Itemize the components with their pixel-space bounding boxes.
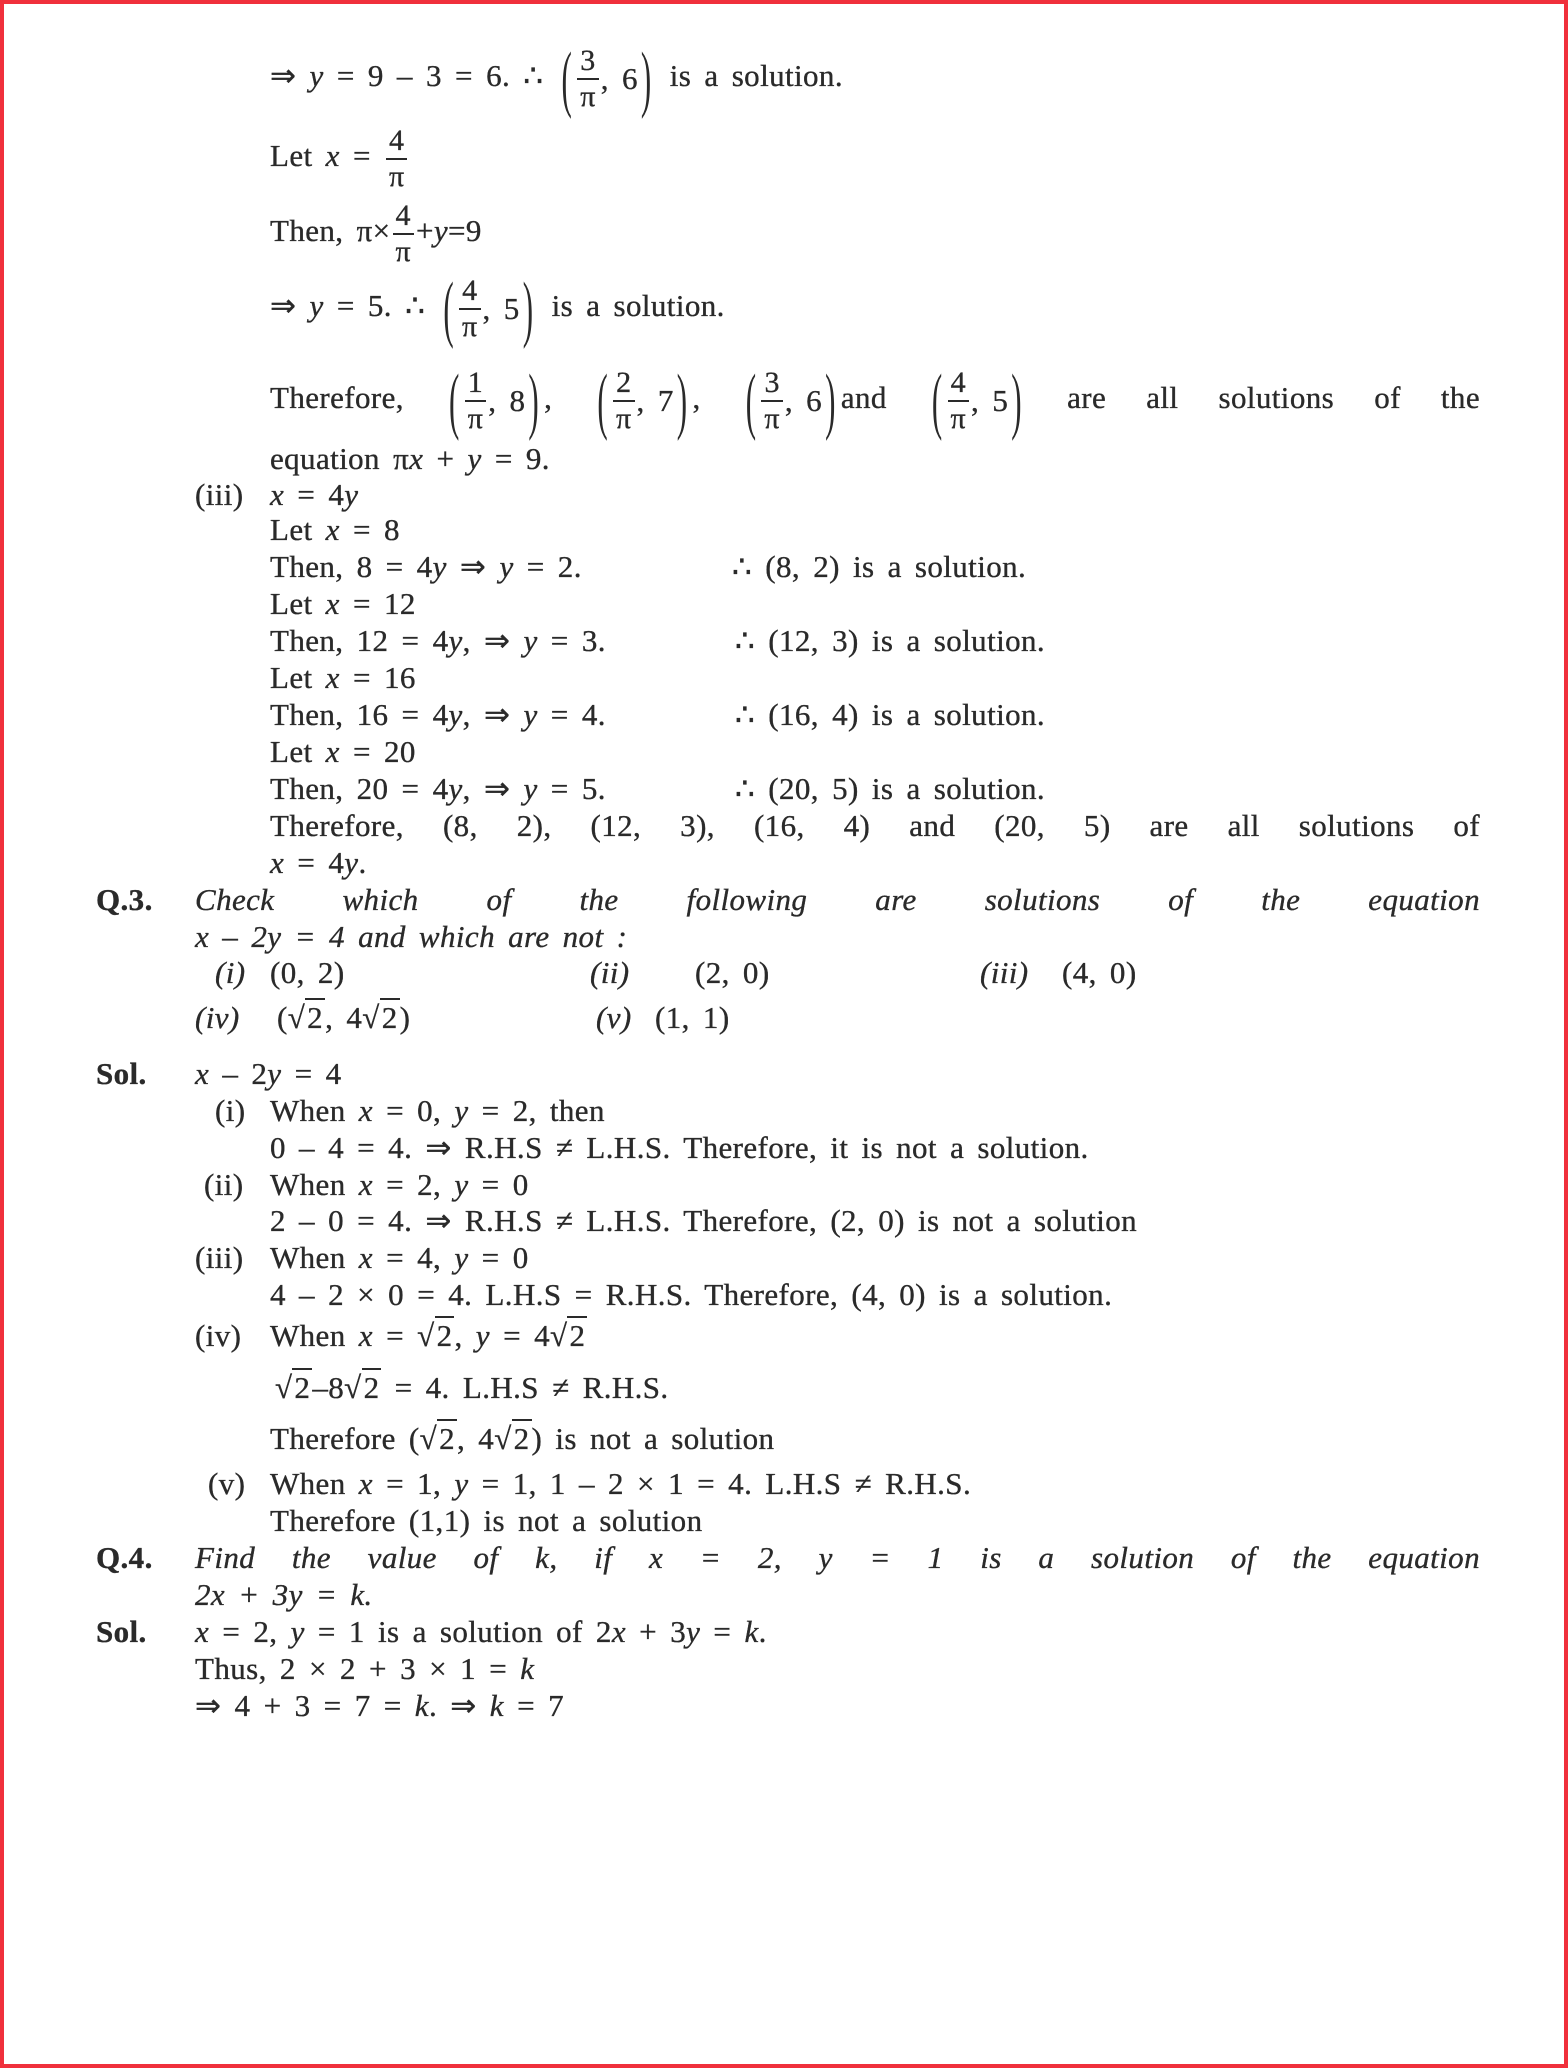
text-run: . bbox=[758, 1614, 767, 1649]
math-variable: x bbox=[270, 477, 285, 512]
math-variable: y bbox=[454, 1093, 469, 1128]
text-line bbox=[195, 1686, 564, 1726]
text-run: = 20 bbox=[339, 734, 416, 769]
right-paren: ) bbox=[640, 35, 652, 120]
question-text bbox=[195, 1575, 373, 1615]
text-run: =9 bbox=[448, 213, 482, 248]
text-run: 0 – 4 = 4. ⇒ R.H.S ≠ L.H.S. Therefore, it is not a solution. bbox=[270, 1130, 1089, 1165]
text-line bbox=[270, 658, 416, 698]
text-run: ⇒ bbox=[270, 58, 310, 93]
math-variable: x bbox=[358, 1466, 373, 1501]
numerator: 3 bbox=[577, 44, 598, 80]
radical-icon: √ bbox=[287, 1000, 306, 1035]
math-variable: x bbox=[409, 441, 424, 476]
square-root bbox=[344, 1368, 381, 1405]
text-run: , ⇒ bbox=[462, 697, 524, 732]
left-paren: ( bbox=[745, 357, 757, 442]
solution-label: Sol. bbox=[96, 1614, 147, 1649]
math-variable: y bbox=[309, 288, 324, 323]
text-line bbox=[270, 1464, 971, 1504]
text-run: = 1 is a solution of 2 bbox=[304, 1614, 612, 1649]
part-label: (v) bbox=[208, 1466, 246, 1501]
numerator: 2 bbox=[613, 366, 634, 402]
denominator: π bbox=[395, 234, 411, 268]
ordered-pair bbox=[440, 265, 536, 350]
text-line bbox=[195, 1054, 342, 1094]
option-value: (4, 0) bbox=[1062, 955, 1137, 990]
numerator: 3 bbox=[761, 366, 782, 402]
part-label: (iv) bbox=[195, 1318, 242, 1353]
math-variable: x bbox=[325, 512, 340, 547]
text-run: ∴ (12, 3) is a solution. bbox=[735, 623, 1046, 658]
ordered-pair bbox=[446, 357, 542, 442]
math-variable: y bbox=[454, 1240, 469, 1275]
text-run: = 1, 1 – 2 × 1 = 4. L.H.S ≠ R.H.S. bbox=[468, 1466, 972, 1501]
text-run: 2 – 0 = 4. ⇒ R.H.S ≠ L.H.S. Therefore, (2, 0) is not a solution bbox=[270, 1203, 1138, 1238]
math-variable: y bbox=[344, 477, 359, 512]
text-run: Check which of the following are solutions of the equation bbox=[195, 882, 1480, 917]
text-line bbox=[275, 1368, 669, 1408]
denominator: π bbox=[580, 79, 596, 113]
text-run: , 6 bbox=[784, 382, 823, 418]
text-run: Let bbox=[270, 586, 326, 621]
math-variable: y bbox=[448, 771, 463, 806]
math-variable: x bbox=[358, 1318, 373, 1353]
text-run: are all solutions of the bbox=[1026, 380, 1480, 415]
text-run: –8 bbox=[312, 1370, 345, 1405]
text-line bbox=[270, 1091, 605, 1131]
text-run: Therefore, (8, 2), (12, 3), (16, 4) and (20, 5) are all solutions of bbox=[270, 808, 1480, 843]
text-run: , 8 bbox=[488, 382, 526, 418]
option-label: (iii) bbox=[980, 955, 1029, 990]
radical-icon: √ bbox=[417, 1318, 435, 1353]
text-run: Therefore (1,1) is not a solution bbox=[270, 1503, 703, 1538]
radical-icon: √ bbox=[344, 1370, 362, 1405]
text-run: Let bbox=[270, 512, 326, 547]
text-run: ∴ (20, 5) is a solution. bbox=[735, 771, 1046, 806]
text-run: ) is not a solution bbox=[531, 1421, 775, 1456]
square-root bbox=[550, 1316, 587, 1353]
text-run: , bbox=[544, 380, 593, 415]
text-run: = 4 bbox=[284, 477, 345, 512]
text-run: Then, 8 = 4 bbox=[270, 549, 433, 584]
math-variable: y bbox=[467, 441, 482, 476]
math-variable: y bbox=[448, 623, 463, 658]
math-variable: x bbox=[358, 1240, 373, 1275]
text-run: = 4. L.H.S ≠ R.H.S. bbox=[381, 1370, 669, 1405]
text-run: = bbox=[339, 138, 385, 173]
denominator: π bbox=[616, 401, 632, 435]
text-line bbox=[270, 35, 843, 120]
option-label: (i) bbox=[215, 955, 246, 990]
text-run: , 5 bbox=[971, 382, 1009, 418]
text-run: When bbox=[270, 1318, 359, 1353]
text-line bbox=[270, 1275, 1112, 1315]
question-text bbox=[195, 880, 1480, 920]
question-label: Q.3. bbox=[96, 882, 153, 917]
left-paren: ( bbox=[449, 357, 460, 442]
ordered-pair bbox=[743, 357, 839, 442]
text-run: + bbox=[423, 441, 468, 476]
option-value: (2, 0) bbox=[695, 955, 770, 990]
math-variable: y bbox=[523, 697, 538, 732]
square-root bbox=[362, 998, 399, 1035]
math-variable: x bbox=[270, 845, 285, 880]
fraction bbox=[386, 124, 407, 194]
denominator: π bbox=[950, 401, 967, 435]
text-run: = 4, bbox=[372, 1240, 455, 1275]
text-run: equation π bbox=[270, 441, 410, 476]
text-line bbox=[270, 584, 416, 624]
text-run: Let bbox=[270, 660, 326, 695]
text-run: = 4 bbox=[281, 1056, 342, 1091]
text-run: , 5 bbox=[482, 290, 520, 326]
radical-icon: √ bbox=[550, 1318, 568, 1353]
math-variable: k bbox=[489, 1688, 504, 1723]
text-line bbox=[270, 357, 1480, 442]
question-text bbox=[195, 1538, 1480, 1578]
left-paren: ( bbox=[931, 357, 943, 442]
math-variable: y bbox=[686, 1614, 701, 1649]
text-line bbox=[270, 695, 606, 735]
math-variable: x bbox=[325, 660, 340, 695]
radicand: 2 bbox=[569, 1318, 586, 1353]
text-run: = 3. bbox=[537, 623, 606, 658]
numerator: 1 bbox=[465, 366, 486, 402]
denominator: π bbox=[462, 309, 478, 343]
left-paren: ( bbox=[443, 265, 455, 350]
text-run: Let bbox=[270, 734, 326, 769]
text-run: + 3 bbox=[626, 1614, 687, 1649]
text-run: When bbox=[270, 1167, 359, 1202]
text-line bbox=[270, 475, 358, 515]
square-root bbox=[275, 1368, 312, 1405]
text-run: = 2, then bbox=[468, 1093, 605, 1128]
fraction bbox=[577, 44, 598, 114]
option-value: (0, 2) bbox=[270, 955, 345, 990]
right-paren: ) bbox=[676, 357, 688, 442]
math-variable: y bbox=[290, 1614, 305, 1649]
text-run: . bbox=[358, 845, 367, 880]
square-root bbox=[420, 1419, 457, 1456]
text-run: Then, π× bbox=[270, 213, 391, 248]
text-line bbox=[270, 265, 725, 350]
text-run: Let bbox=[270, 138, 326, 173]
math-variable: x bbox=[325, 734, 340, 769]
text-run: ∴ (8, 2) is a solution. bbox=[732, 549, 1027, 584]
text-line bbox=[270, 1165, 529, 1205]
text-run: = 0 bbox=[468, 1167, 529, 1202]
text-line bbox=[270, 769, 606, 809]
right-paren: ) bbox=[825, 357, 836, 442]
text-run: 2x + 3y = k. bbox=[195, 1577, 373, 1612]
part-label: (iii) bbox=[195, 477, 244, 512]
numerator: 4 bbox=[386, 124, 407, 160]
text-line bbox=[195, 1649, 534, 1689]
math-variable: y bbox=[523, 771, 538, 806]
radical-icon: √ bbox=[362, 1000, 380, 1035]
text-run: = 0 bbox=[468, 1240, 529, 1275]
math-variable: k bbox=[520, 1651, 535, 1686]
text-run: x – 2y = 4 and which are not : bbox=[195, 919, 628, 954]
part-label: (ii) bbox=[204, 1167, 244, 1202]
text-run: = 2, bbox=[372, 1167, 455, 1202]
square-root bbox=[417, 1316, 454, 1353]
text-run: + bbox=[415, 213, 434, 248]
text-line bbox=[270, 621, 606, 661]
radicand: 2 bbox=[513, 1421, 530, 1456]
text-line bbox=[270, 1501, 702, 1541]
text-line bbox=[270, 510, 400, 550]
option-label: (iv) bbox=[195, 1000, 240, 1035]
text-run: Then, 20 = 4 bbox=[270, 771, 449, 806]
solution-label: Sol. bbox=[96, 1056, 147, 1091]
text-run: = 4 bbox=[284, 845, 345, 880]
right-paren: ) bbox=[522, 265, 534, 350]
text-run: Find the value of k, if x = 2, y = 1 is a solution of the equation bbox=[195, 1540, 1480, 1575]
text-run: Therefore ( bbox=[270, 1421, 420, 1456]
math-variable: x bbox=[611, 1614, 627, 1649]
text-run: is a solution. bbox=[656, 58, 843, 93]
text-run: = 5. bbox=[537, 771, 606, 806]
option-value: (1, 1) bbox=[655, 1000, 730, 1035]
math-variable: x bbox=[325, 586, 340, 621]
text-run: Therefore, bbox=[270, 380, 445, 415]
text-run: ⇒ bbox=[270, 288, 310, 323]
math-variable: y bbox=[499, 549, 514, 584]
text-line bbox=[270, 843, 367, 883]
math-variable: x bbox=[195, 1056, 210, 1091]
radicand: 2 bbox=[381, 1000, 398, 1035]
denominator: π bbox=[467, 401, 484, 435]
text-run: , 4 bbox=[325, 1000, 363, 1035]
ordered-pair bbox=[594, 357, 690, 442]
text-line bbox=[270, 123, 409, 193]
text-run: is a solution. bbox=[538, 288, 725, 323]
text-run: = 4 bbox=[489, 1318, 551, 1353]
text-run: = 16 bbox=[339, 660, 416, 695]
numerator: 4 bbox=[948, 366, 969, 402]
text-line bbox=[732, 547, 1026, 587]
option-value bbox=[277, 998, 410, 1038]
text-line bbox=[270, 732, 416, 772]
text-line bbox=[270, 1316, 587, 1356]
text-run: ⇒ bbox=[446, 549, 500, 584]
math-variable: x bbox=[195, 1614, 210, 1649]
fraction bbox=[948, 366, 969, 436]
text-run: = 7 bbox=[503, 1688, 565, 1723]
numerator: 4 bbox=[393, 199, 414, 235]
left-paren: ( bbox=[561, 35, 573, 120]
text-run: Then, 12 = 4 bbox=[270, 623, 449, 658]
radicand: 2 bbox=[436, 1318, 453, 1353]
text-run: = 4. bbox=[537, 697, 606, 732]
radical-icon: √ bbox=[419, 1421, 438, 1456]
radical-icon: √ bbox=[275, 1370, 293, 1405]
text-run: – 2 bbox=[209, 1056, 268, 1091]
math-variable: y bbox=[454, 1167, 469, 1202]
part-label: (iii) bbox=[195, 1240, 244, 1275]
text-line bbox=[735, 621, 1045, 661]
math-variable: k bbox=[744, 1614, 759, 1649]
text-run: = 8 bbox=[339, 512, 400, 547]
fraction bbox=[459, 274, 480, 344]
text-run: ( bbox=[277, 1000, 288, 1035]
denominator: π bbox=[388, 159, 405, 193]
text-run: = bbox=[700, 1614, 745, 1649]
radical-icon: √ bbox=[494, 1421, 512, 1456]
left-paren: ( bbox=[597, 357, 609, 442]
text-run: When bbox=[270, 1093, 359, 1128]
text-line bbox=[735, 769, 1045, 809]
text-line bbox=[195, 1612, 767, 1652]
math-variable: x bbox=[358, 1093, 373, 1128]
text-run: , bbox=[454, 1318, 476, 1353]
text-run: = 1, bbox=[372, 1466, 455, 1501]
text-run: = 9. bbox=[481, 441, 550, 476]
math-variable: y bbox=[448, 697, 463, 732]
text-line bbox=[735, 695, 1045, 735]
square-root bbox=[288, 998, 325, 1035]
text-run: = bbox=[372, 1318, 418, 1353]
text-run: , ⇒ bbox=[462, 623, 524, 658]
question-label: Q.4. bbox=[96, 1540, 153, 1575]
fraction bbox=[393, 199, 414, 269]
math-variable: y bbox=[523, 623, 538, 658]
ordered-pair bbox=[929, 357, 1025, 442]
option-label: (v) bbox=[596, 1000, 632, 1035]
numerator: 4 bbox=[459, 274, 480, 310]
text-run: , ⇒ bbox=[462, 771, 524, 806]
radicand: 2 bbox=[294, 1370, 311, 1405]
text-run: = 5. ∴ bbox=[323, 288, 439, 323]
text-run: Then, 16 = 4 bbox=[270, 697, 449, 732]
text-run: and bbox=[840, 380, 927, 415]
text-run: ) bbox=[399, 1000, 411, 1035]
text-run: = 2, bbox=[209, 1614, 291, 1649]
text-run: = 0, bbox=[372, 1093, 455, 1128]
fraction bbox=[761, 366, 782, 436]
text-run: . ⇒ bbox=[428, 1688, 490, 1723]
text-line bbox=[270, 198, 482, 268]
math-variable: y bbox=[309, 58, 324, 93]
right-paren: ) bbox=[1011, 357, 1022, 442]
fraction bbox=[613, 366, 634, 436]
text-run: , 7 bbox=[636, 382, 674, 418]
text-line bbox=[270, 806, 1480, 846]
ordered-pair bbox=[559, 35, 655, 120]
square-root bbox=[494, 1419, 531, 1456]
math-variable: y bbox=[267, 1056, 282, 1091]
radicand: 2 bbox=[439, 1421, 455, 1456]
text-run: = 2. bbox=[513, 549, 582, 584]
option-label: (ii) bbox=[590, 955, 630, 990]
math-variable: y bbox=[344, 845, 359, 880]
text-line bbox=[270, 1128, 1089, 1168]
text-run: , 6 bbox=[600, 60, 638, 96]
text-line bbox=[270, 1201, 1137, 1241]
fraction bbox=[465, 366, 486, 436]
text-run: = 9 – 3 = 6. ∴ bbox=[323, 58, 557, 93]
text-run: , 4 bbox=[457, 1421, 495, 1456]
math-variable: x bbox=[325, 138, 340, 173]
part-label: (i) bbox=[215, 1093, 246, 1128]
radicand: 2 bbox=[363, 1370, 380, 1405]
text-line bbox=[270, 1238, 529, 1278]
math-variable: k bbox=[414, 1688, 429, 1723]
text-run: When bbox=[270, 1240, 359, 1275]
math-variable: y bbox=[454, 1466, 469, 1501]
text-run: ⇒ 4 + 3 = 7 = bbox=[195, 1688, 415, 1723]
text-line bbox=[270, 547, 582, 587]
math-variable: y bbox=[432, 549, 447, 584]
text-run: , bbox=[692, 380, 741, 415]
math-variable: y bbox=[433, 213, 448, 248]
text-run: When bbox=[270, 1466, 359, 1501]
text-run: ∴ (16, 4) is a solution. bbox=[735, 697, 1046, 732]
text-run: Thus, 2 × 2 + 3 × 1 = bbox=[195, 1651, 521, 1686]
text-run: = 12 bbox=[339, 586, 416, 621]
text-line bbox=[270, 439, 550, 479]
denominator: π bbox=[764, 401, 780, 435]
text-run: 4 – 2 × 0 = 4. L.H.S = R.H.S. Therefore, (4, 0) is a solution. bbox=[270, 1277, 1113, 1312]
text-line bbox=[270, 1419, 774, 1459]
question-text bbox=[195, 917, 627, 957]
right-paren: ) bbox=[528, 357, 540, 442]
radicand: 2 bbox=[307, 1000, 324, 1035]
math-variable: y bbox=[475, 1318, 490, 1353]
math-variable: x bbox=[358, 1167, 373, 1202]
